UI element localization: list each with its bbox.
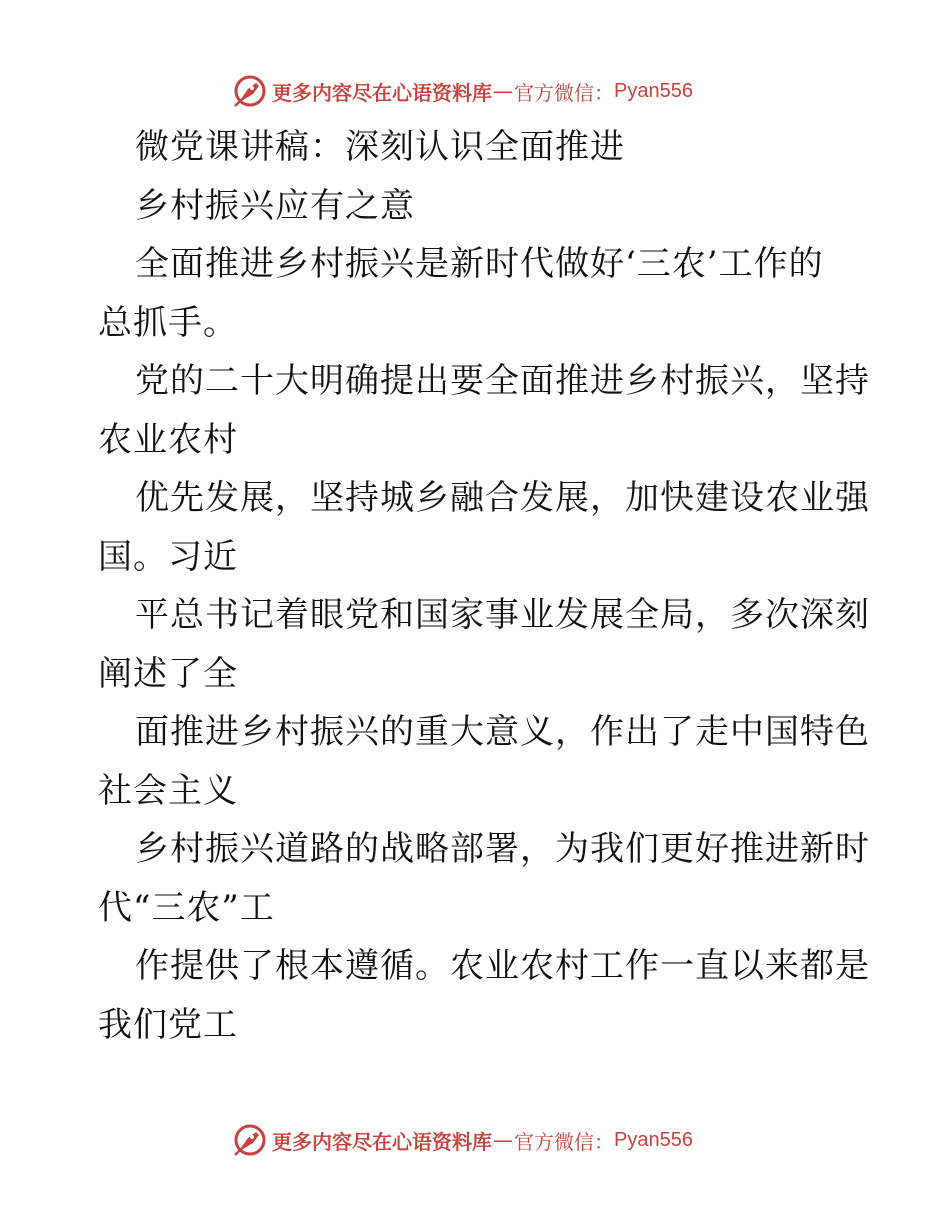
paragraph-line: 平总书记着眼党和国家事业发展全局，多次深刻 [135, 595, 870, 635]
banner-wechat-id: Pyan556 [614, 79, 693, 102]
banner-site-text: 更多内容尽在心语资料库 [272, 80, 492, 105]
banner-wechat-label: 官方微信： [514, 80, 614, 105]
paragraph-line: 我们党工 [98, 1004, 238, 1045]
document-title-line-2: 乡村振兴应有之意 [135, 185, 415, 226]
pen-nib-logo-icon [232, 73, 268, 109]
paragraph-line: 代“三农”工 [98, 887, 275, 928]
banner-dash: — [493, 79, 513, 103]
pen-nib-logo-icon [232, 1122, 268, 1158]
paragraph-line: 总抓手。 [98, 302, 238, 343]
paragraph-line: 作提供了根本遵循。农业农村工作一直以来都是 [135, 946, 870, 986]
paragraph-line: 农业农村 [98, 419, 238, 460]
footer-banner [232, 1122, 693, 1158]
banner-dash: — [493, 1128, 513, 1152]
document-body [98, 118, 870, 1054]
banner-site-text: 更多内容尽在心语资料库 [272, 1129, 492, 1154]
banner-wechat-id: Pyan556 [614, 1128, 693, 1151]
paragraph-line: 面推进乡村振兴的重大意义，作出了走中国特色 [135, 712, 870, 752]
paragraph-line: 国。习近 [98, 536, 238, 577]
header-banner [232, 73, 693, 109]
paragraph-line: 阐述了全 [98, 653, 238, 694]
paragraph-line: 全面推进乡村振兴是新时代做好‘三农’工作的 [135, 244, 824, 284]
banner-wechat-label: 官方微信： [514, 1129, 614, 1154]
paragraph-line: 党的二十大明确提出要全面推进乡村振兴，坚持 [135, 361, 870, 401]
paragraph-line: 乡村振兴道路的战略部署，为我们更好推进新时 [135, 829, 870, 869]
paragraph-line: 优先发展，坚持城乡融合发展，加快建设农业强 [135, 478, 870, 518]
document-title-line-1: 微党课讲稿：深刻认识全面推进 [135, 127, 625, 167]
paragraph-line: 社会主义 [98, 770, 238, 811]
